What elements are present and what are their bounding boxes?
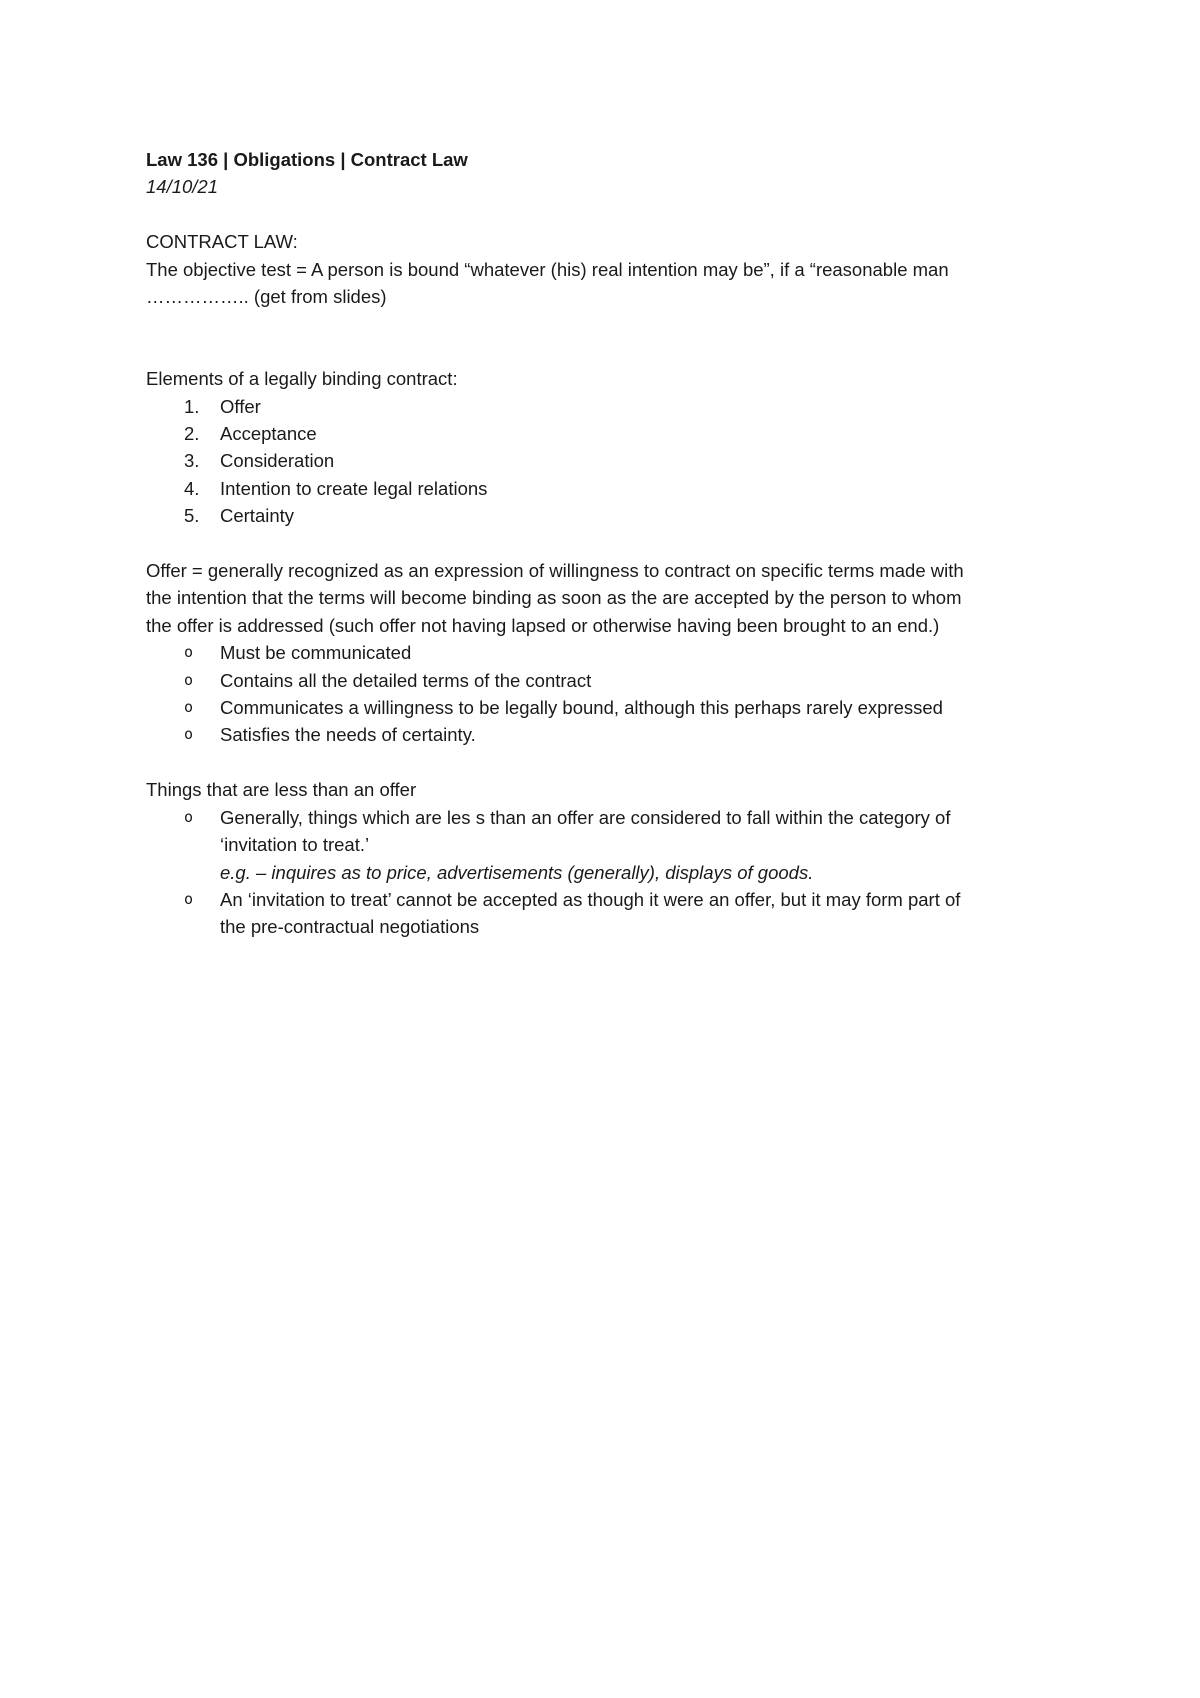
list-item-label-continued: the pre-contractual negotiations [220,916,480,938]
list-item-label: Consideration [220,450,335,472]
bullet-marker: o [184,643,194,662]
list-item [146,667,1066,694]
list-item-label: Offer [220,395,261,417]
list-item-label: Must be communicated [220,642,412,664]
document-title: Law 136 | Obligations | Contract Law [146,149,468,170]
bullet-marker: o [184,807,194,826]
list-item [146,447,1066,474]
list-item-label: Communicates a willingness to be legally bound, although this perhaps rarely expressed [220,697,943,719]
list-item [146,420,1066,447]
list-item-label: An ‘invitation to treat’ cannot be accepted as though it were an offer, but it may form part of [220,888,961,910]
list-item-label: Acceptance [220,423,317,445]
list-number: 3. [184,450,200,472]
offer-definition-line-2: the intention that the terms will become binding as soon as the are accepted by the person to whom [146,587,962,609]
list-item-label: Generally, things which are les s than an offer are considered to fall within the category of [220,806,951,828]
document-body [146,146,1066,941]
list-number: 1. [184,395,200,417]
list-number: 2. [184,423,200,445]
list-item-label: Intention to create legal relations [220,477,488,499]
bullet-marker: o [184,889,194,908]
offer-definition-line-3: the offer is addressed (such offer not having lapsed or otherwise having been brought to an end.) [146,614,940,636]
list-item-label: Contains all the detailed terms of the contract [220,669,592,691]
list-item-label: Satisfies the needs of certainty. [220,724,476,746]
document-date: 14/10/21 [146,176,219,198]
bullet-marker: o [184,670,194,689]
list-item [146,502,1066,529]
list-item-label: Certainty [220,505,295,527]
list-item [146,804,1066,886]
elements-list [146,393,1066,530]
bullet-marker: o [184,698,194,717]
spacer [146,530,1066,557]
section-heading-contract-law: CONTRACT LAW: [146,231,298,253]
list-number: 4. [184,477,200,499]
elements-heading: Elements of a legally binding contract: [146,368,458,390]
spacer [146,310,1066,365]
list-item-label-continued: ‘invitation to treat.’ [220,834,370,856]
objective-test-line-2: …………….. (get from slides) [146,286,387,308]
spacer [146,749,1066,776]
objective-test-line-1: The objective test = A person is bound “whatever (his) real intention may be”, if a “reasonable man [146,258,949,280]
list-item [146,721,1066,748]
list-item [146,475,1066,502]
list-item [146,886,1066,941]
spacer [146,201,1066,228]
list-item [146,639,1066,666]
less-than-offer-bullet-list [146,804,1066,941]
example-text: e.g. – inquires as to price, advertisements (generally), displays of goods. [220,861,814,883]
offer-definition-line-1: Offer = generally recognized as an expression of willingness to contract on specific terms made with [146,560,964,582]
bullet-marker: o [184,725,194,744]
offer-bullet-list [146,639,1066,749]
less-than-offer-heading: Things that are less than an offer [146,779,417,801]
list-item [146,694,1066,721]
list-number: 5. [184,505,200,527]
list-item [146,393,1066,420]
